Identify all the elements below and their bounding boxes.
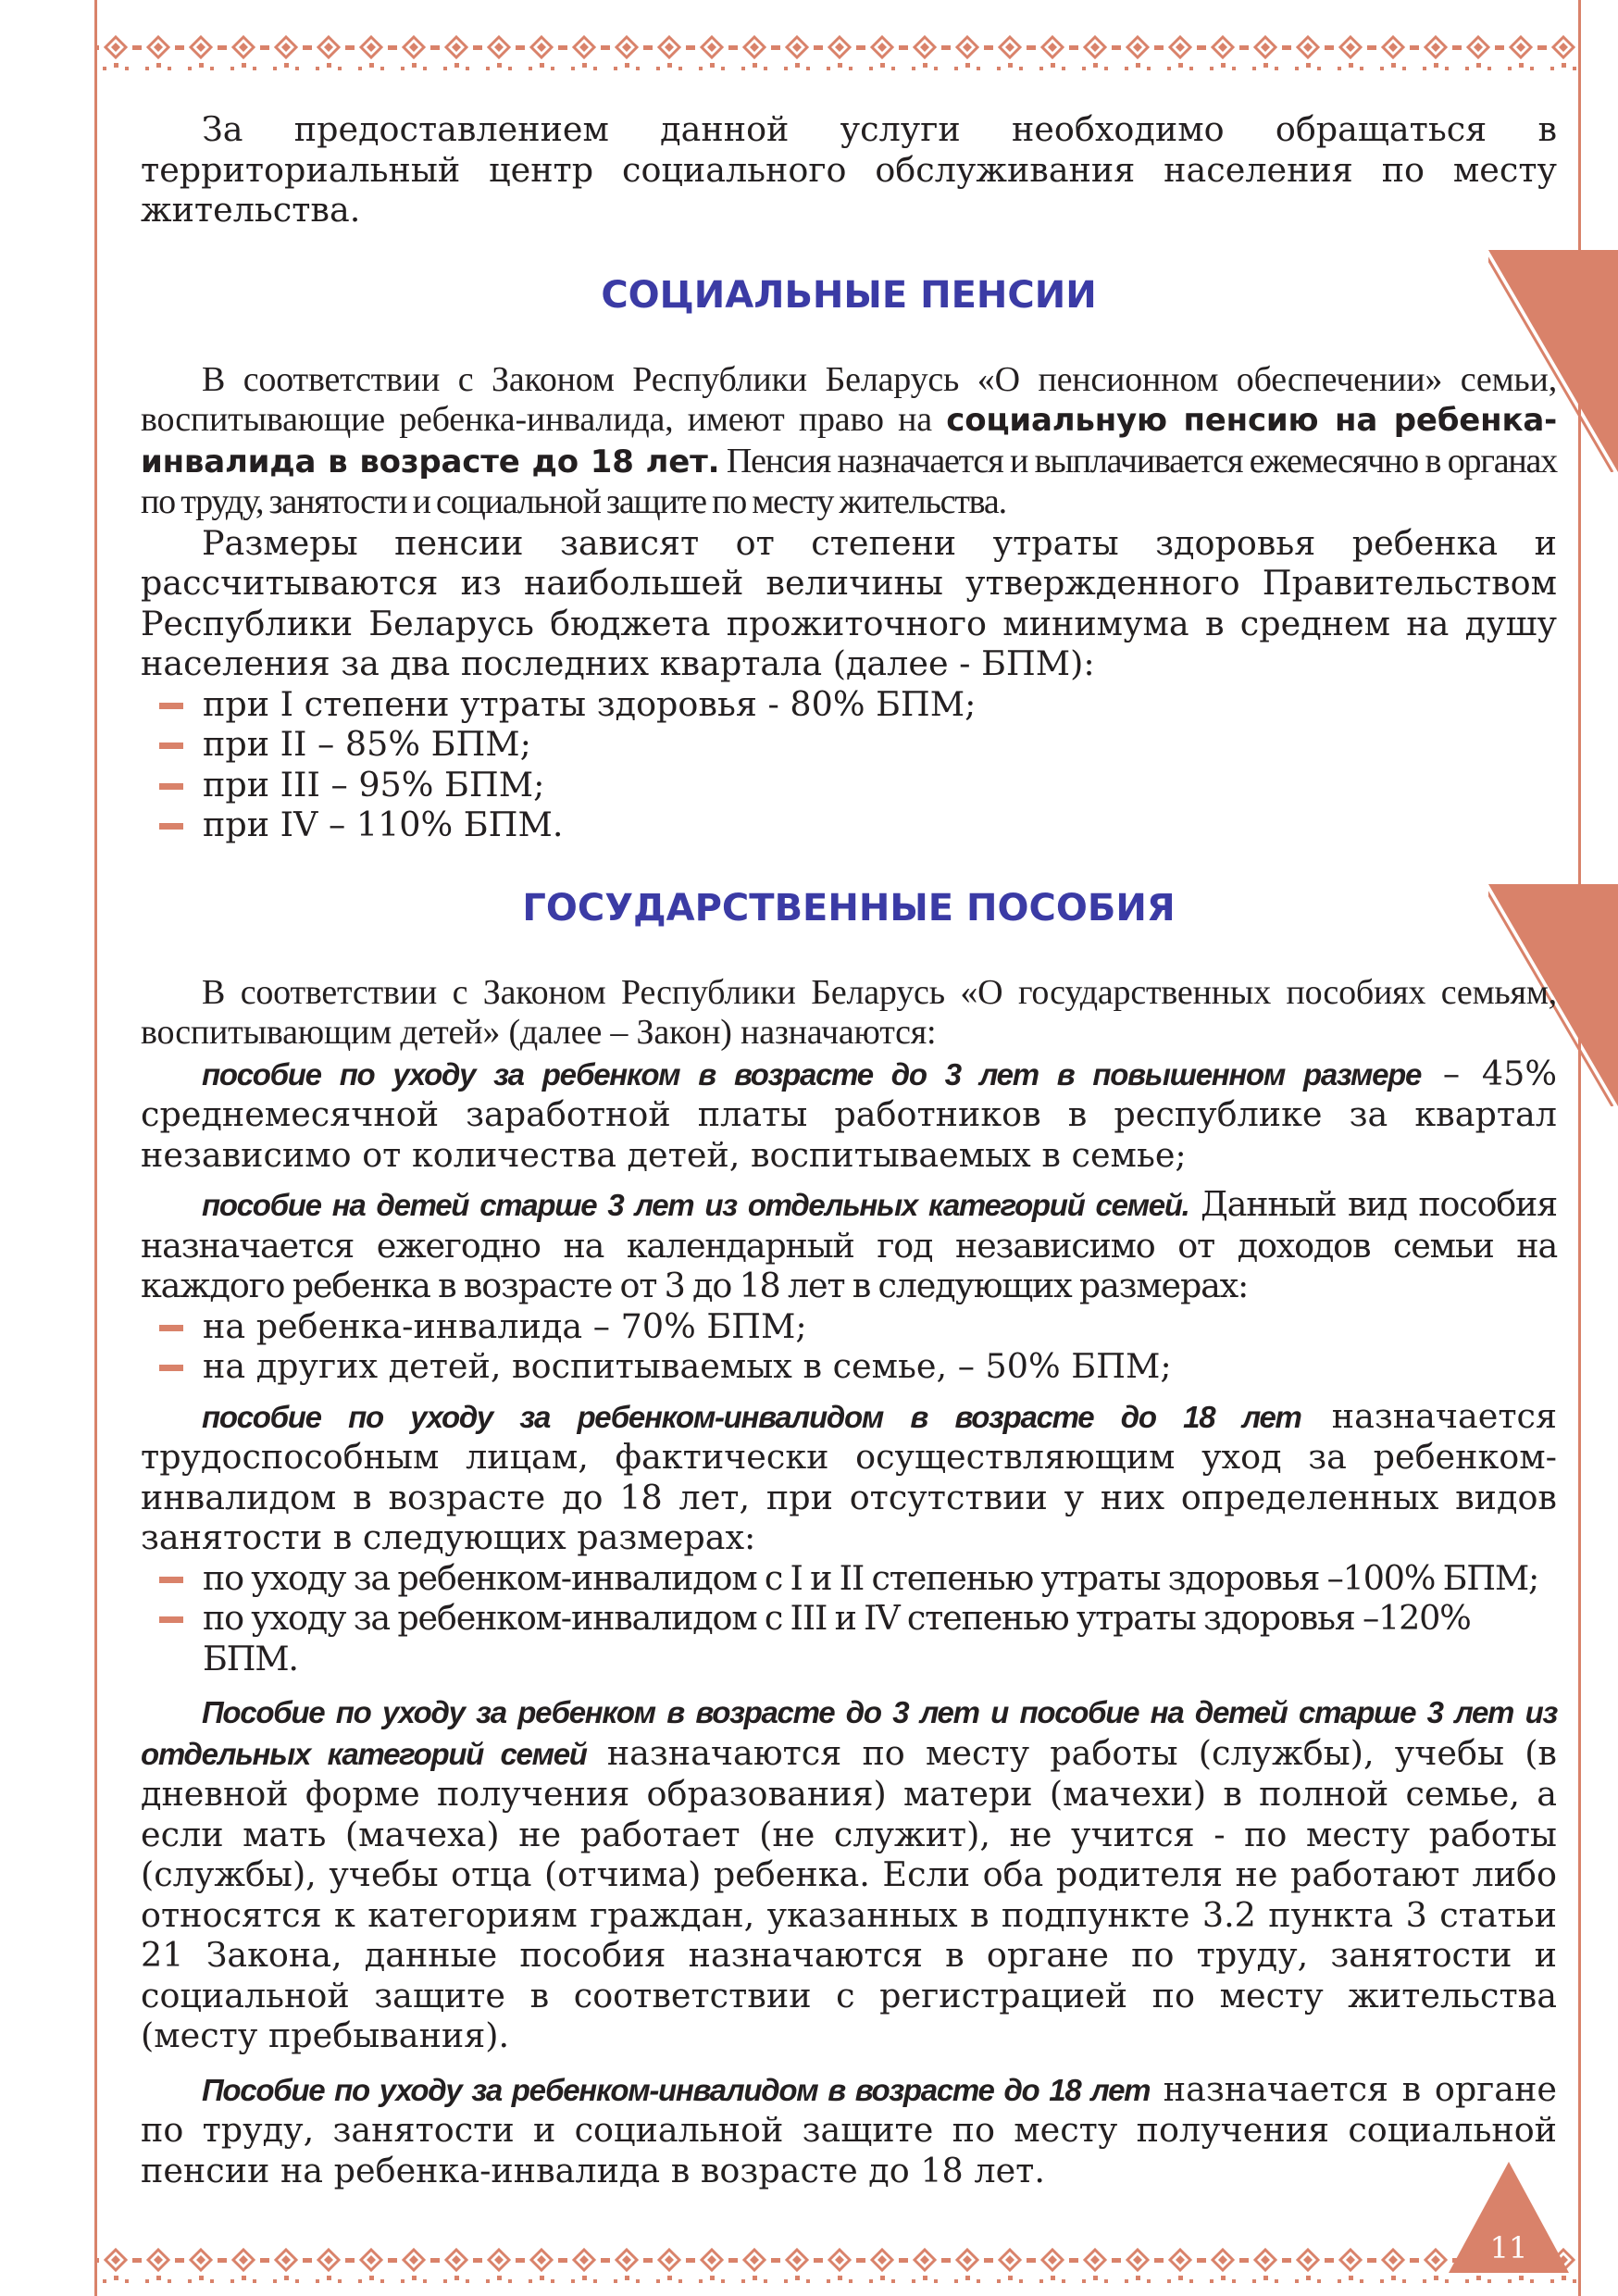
list-item-text: на других детей, воспитываемых в семье, – 50% БПМ; xyxy=(203,1346,1172,1386)
pension-rates-list xyxy=(141,684,1557,845)
list-item-text: при I степени утраты здоровья - 80% БПМ; xyxy=(203,683,977,724)
paragraph-text: назначаются по месту работы (службы), учебы (в дневной форме получения образования) матери (мачехи) в полной семье, а если мать (мачеха) не работает (не служит), не учится - по месту работы (службы), учебы отца (отчима) ребенка. Если оба родителя не работают либо относятся к категориям граждан, указанных в подпункте 3.2 пункта 3 статьи 21 Закона, данные пособия назначаются в органе по труду, занятости и социальной защите в соответствии с регистрацией по месту жительства (месту пребывания). xyxy=(141,1732,1557,2055)
list-item xyxy=(141,1598,1557,1678)
bottom-ornament-band xyxy=(94,2244,1581,2287)
benefit-disabled-child-assignment-paragraph xyxy=(141,2069,1557,2191)
section-heading-state-benefits: ГОСУДАРСТВЕННЫЕ ПОСОБИЯ xyxy=(522,886,1176,930)
top-ornament-band xyxy=(94,31,1581,74)
dash-bullet-icon xyxy=(159,1325,183,1331)
benefit-disabled-child-care-paragraph xyxy=(141,1396,1557,1558)
list-item xyxy=(141,1346,1557,1387)
social-pensions-paragraph-1 xyxy=(141,360,1557,523)
benefit-under-3-paragraph xyxy=(141,1054,1557,1176)
list-item xyxy=(141,765,1557,805)
page-number: 11 xyxy=(1489,2230,1528,2265)
intro-paragraph: За предоставлением данной услуги необходимо обращаться в территориальный центр социального обслуживания населения по месту жительства. xyxy=(141,109,1557,230)
benefit-assignment-place-paragraph xyxy=(141,1691,1557,2056)
dash-bullet-icon xyxy=(159,783,183,790)
dash-bullet-icon xyxy=(159,742,183,749)
state-benefits-paragraph-1: В соответствии с Законом Республики Беларусь «О государственных пособиях семьям, воспитывающим детей» (далее – Закон) назначаются: xyxy=(141,972,1557,1052)
dash-bullet-icon xyxy=(159,1616,183,1623)
list-item xyxy=(141,724,1557,765)
list-item-text: по уходу за ребенком-инвалидом с III и IV степенью утраты здоровья –120% БПМ. xyxy=(203,1598,1471,1678)
emphasized-phrase: пособие по уходу за ребенком в возрасте до 3 лет в повышенном размере xyxy=(202,1056,1422,1092)
dash-bullet-icon xyxy=(159,823,183,830)
paragraph-text: – 45% среднемесячной заработной платы работников в республике за квартал независимо от количества детей, воспитываемых в семье; xyxy=(141,1053,1557,1175)
dash-bullet-icon xyxy=(159,703,183,709)
section-heading-social-pensions: СОЦИАЛЬНЫЕ ПЕНСИИ xyxy=(601,273,1097,317)
benefit-over-3-paragraph xyxy=(141,1184,1557,1306)
list-item-text: при III – 95% БПМ; xyxy=(203,764,545,805)
benefit-disabled-child-care-list xyxy=(141,1558,1557,1679)
list-item xyxy=(141,1306,1557,1347)
benefit-over-3-list xyxy=(141,1306,1557,1387)
list-item-text: по уходу за ребенком-инвалидом с I и II степенью утраты здоровья –100% БПМ; xyxy=(203,1557,1539,1598)
list-item xyxy=(141,684,1557,725)
bold-phrase: социальную пенсию на ребенка-инвалида в возрасте до 18 лет. xyxy=(141,402,1557,480)
emphasized-phrase: пособие по уходу за ребенком-инвалидом в возрасте до 18 лет xyxy=(202,1399,1301,1434)
paragraph-text: назначается трудоспособным лицам, фактически осуществляющим уход за ребенком-инвалидом в возрасте до 18 лет, при отсутствии у них определенных видов занятости в следующих размерах: xyxy=(141,1395,1557,1557)
emphasized-phrase: Пособие по уходу за ребенком-инвалидом в возрасте до 18 лет xyxy=(202,2072,1151,2107)
social-pensions-paragraph-2: Размеры пенсии зависят от степени утраты здоровья ребенка и рассчитываются из наибольшей величины утвержденного Правительством Республики Беларусь бюджета прожиточного минимума в среднем на душу населения за два последних квартала (далее - БПМ): xyxy=(141,522,1557,683)
list-item-text: при IV – 110% БПМ. xyxy=(203,805,564,844)
paragraph-text: Данный вид пособия назначается ежегодно на календарный год независимо от доходов семьи на каждого ребенка в возрасте от 3 до 18 лет в следующих размерах: xyxy=(141,1184,1558,1305)
list-item-text: при II – 85% БПМ; xyxy=(203,724,531,764)
list-item xyxy=(141,1558,1557,1599)
left-border-line xyxy=(94,0,97,2296)
dash-bullet-icon xyxy=(159,1365,183,1371)
paragraph-text: Пенсия назначается и выплачивается ежемесячно в органах по труду, занятости и социальной защите по месту жительства. xyxy=(141,441,1557,521)
emphasized-phrase: пособие на детей старше 3 лет из отдельных категорий семей. xyxy=(202,1188,1189,1222)
paragraph-text: В соответствии с Законом Республики Беларусь «О пенсионном обеспечении» семьи, воспитывающие ребенка-инвалида, имеют право на xyxy=(141,359,1557,439)
emphasized-phrase: Пособие по уходу за ребенком в возрасте до 3 лет и пособие на детей старше 3 лет из отдельных категорий семей xyxy=(141,1695,1557,1771)
dash-bullet-icon xyxy=(159,1577,183,1583)
paragraph-text: назначается в органе по труду, занятости и социальной защите по месту получения социальной пенсии на ребенка-инвалида в возрасте до 18 лет. xyxy=(141,2068,1557,2190)
page-content xyxy=(141,109,1557,2190)
list-item xyxy=(141,805,1557,845)
list-item-text: на ребенка-инвалида – 70% БПМ; xyxy=(203,1305,807,1346)
